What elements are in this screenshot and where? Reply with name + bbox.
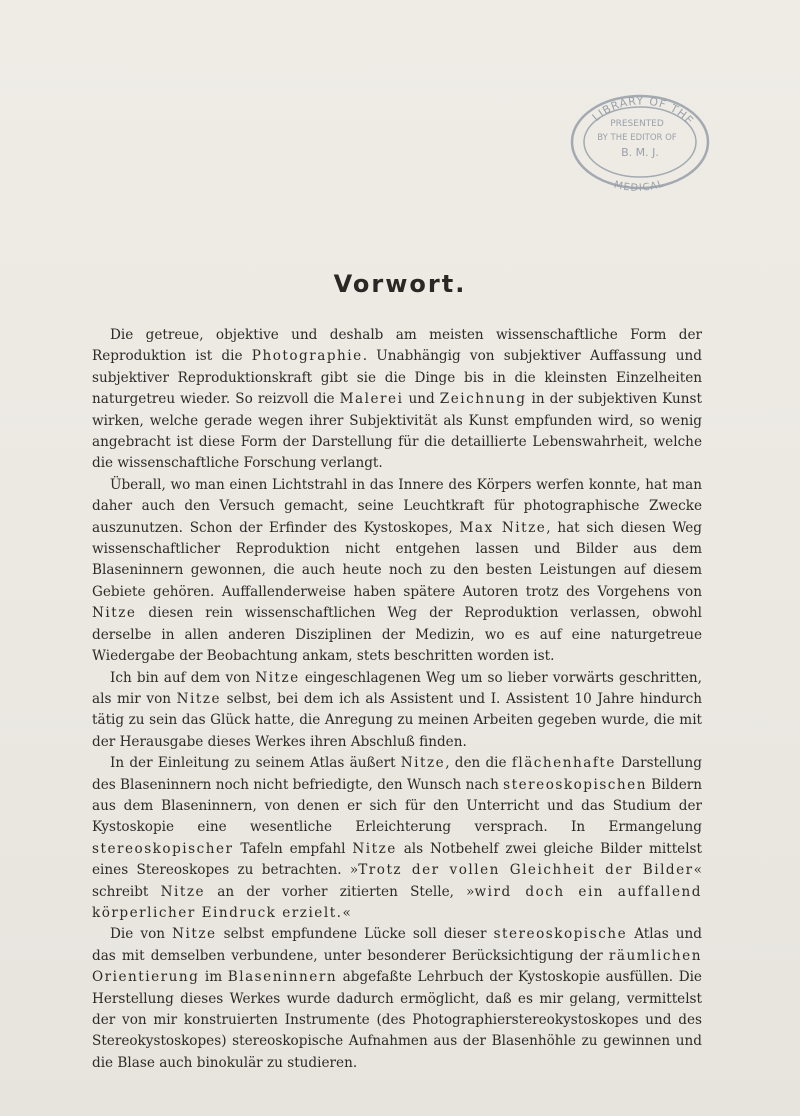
paragraph [92, 668, 702, 754]
spaced-emphasis: Nitze [92, 605, 137, 622]
stamp-line-1: LIBRARY OF THE [589, 94, 697, 128]
paragraph [92, 475, 702, 668]
stamp-line-5: MEDICAL [612, 178, 666, 192]
paragraph-text: an der vorher zitierten Stelle, » [205, 883, 475, 900]
paragraph-text: und [403, 391, 440, 408]
page-title: Vorwort. [333, 270, 467, 298]
paragraph-text: Die getreue, objektive und deshalb am meisten wissenschaftliche Form der Reproduktion ist die [92, 327, 702, 365]
paragraph-text: , den die [445, 755, 512, 772]
paragraph-text: « schreibt [92, 862, 702, 900]
paragraph-text: im [199, 969, 228, 986]
spaced-emphasis: Nitze [172, 926, 217, 943]
paragraph [92, 325, 702, 475]
spaced-emphasis: Trotz der vollen Gleichheit der Bilder [358, 862, 694, 879]
spaced-emphasis: Malerei [339, 391, 404, 408]
paragraph-text: abgefaßte Lehrbuch der Kystoskopie ausfüllen. Die Herstellung dieses Werkes wurde dadurch ermöglicht, daß es mir gelang, vermittelst der von mir konstruierten Instrumente (des Photographierstereokystoskopes und des Stereokystoskopes) stereoskopische Aufnahmen aus der Blasenhöhle zu gewinnen und die Blase auch binokulär zu studieren. [92, 969, 702, 1071]
paragraph-text: . Unabhängig von subjektiver Auffassung und subjektiver Reproduktionskraft gibt sie die Dinge bis in die kleinsten Einzelheiten naturgetreu wieder. So reizvoll die [92, 348, 703, 408]
spaced-emphasis: stereoskopische [493, 926, 628, 943]
paragraph-text: Ich bin auf dem von [110, 669, 256, 686]
paragraph-text: Überall, wo man einen Lichtstrahl in das Innere des Körpers werfen konnte, hat man daher auch den Versuch gemacht, seine Leuchtkraft für photographische Zwecke auszunutzen. Schon der Erfinder des Kystoskopes, [92, 476, 702, 536]
stamp-line-2: PRESENTED [610, 119, 664, 129]
paragraph-text: Darstellung des Blaseninnern noch nicht befriedigte, den Wunsch nach [92, 755, 702, 793]
paragraph-text: eingeschlagenen Weg um so lieber vorwärts geschritten, als mir von [92, 669, 703, 707]
spaced-emphasis: Max Nitze [459, 519, 547, 536]
paragraph-text: als Notbehelf zwei gleiche Bilder mittelst eines Stereoskopes zu betrachten. » [92, 840, 702, 879]
spaced-emphasis: Nitze [352, 840, 397, 857]
paragraph-text: in der subjektiven Kunst wirken, welche gerade wegen ihrer Subjektivität als Kunst empfunden wird, so wenig angebracht ist diese Form der Darstellung für die detaillierte Lebenswahrheit, welche die wissenschaftliche Forschung verlangt. [92, 391, 702, 472]
spaced-emphasis: Nitze [400, 755, 446, 772]
spaced-emphasis: Blaseninnern [227, 969, 338, 986]
paragraph [92, 753, 702, 924]
spaced-emphasis: Nitze [160, 883, 206, 900]
stamp-line-3: BY THE EDITOR OF [597, 133, 677, 143]
spaced-emphasis: stereoskopischen [503, 776, 647, 793]
library-stamp [565, 82, 715, 192]
paragraph-text: Die von [110, 926, 173, 943]
spaced-emphasis: Zeichnung [439, 391, 527, 408]
paragraph-text: Tafeln empfahl [233, 840, 353, 857]
spaced-emphasis: flächenhafte [511, 755, 616, 772]
paragraph-text: Bildern aus dem Blaseninnern, von denen er sich für den Unterricht und das Studium der Kystoskopie eine wesentliche Erleichterung versprach. In Ermangelung [92, 776, 702, 836]
spaced-emphasis: stereoskopischer [92, 840, 234, 857]
paragraph-text: selbst, bei dem ich als Assistent und I. Assistent 10 Jahre hindurch tätig zu sein das Glück hatte, die Anregung zu meinen Arbeiten gegeben wurde, die mit der Herausgabe dieses Werkes ihren Abschluß finden. [92, 690, 702, 750]
spaced-emphasis: Photographie [251, 348, 363, 365]
paragraph-text: « [342, 904, 351, 921]
spaced-emphasis: Nitze [255, 669, 300, 686]
paragraph-text: , hat sich diesen Weg wissenschaftlicher Reproduktion nicht entgehen lassen und Bilder aus dem Blaseninnern gewonnen, die auch heute noch zu den besten Leistungen auf diesem Gebiete gehören. Auffallenderweise haben spätere Autoren trotz des Vorgehens von [92, 519, 702, 600]
paragraph-text: Atlas und das mit demselben verbundene, unter besonderer Berücksichtigung der [92, 926, 702, 964]
paragraph [92, 924, 702, 1074]
stamp-line-4: B. M. J. [621, 146, 659, 159]
paragraph-text: diesen rein wissenschaftlichen Weg der Reproduktion verlassen, obwohl derselbe in allen anderen Disziplinen der Medizin, wo es auf eine naturgetreue Wiedergabe der Beobachtung ankam, stets beschritten worden ist. [92, 605, 702, 665]
paragraph-text: In der Einleitung zu seinem Atlas äußert [110, 755, 401, 772]
spaced-emphasis: Nitze [176, 690, 222, 707]
paragraph-text: selbst empfundene Lücke soll dieser [216, 926, 494, 943]
svg-text:MEDICAL [613, 178, 666, 192]
spaced-emphasis: wird doch ein auffallend körperlicher Eindruck erzielt. [92, 883, 703, 921]
spaced-emphasis: räumlichen Orientierung [92, 947, 702, 986]
preface-body [92, 325, 702, 1074]
